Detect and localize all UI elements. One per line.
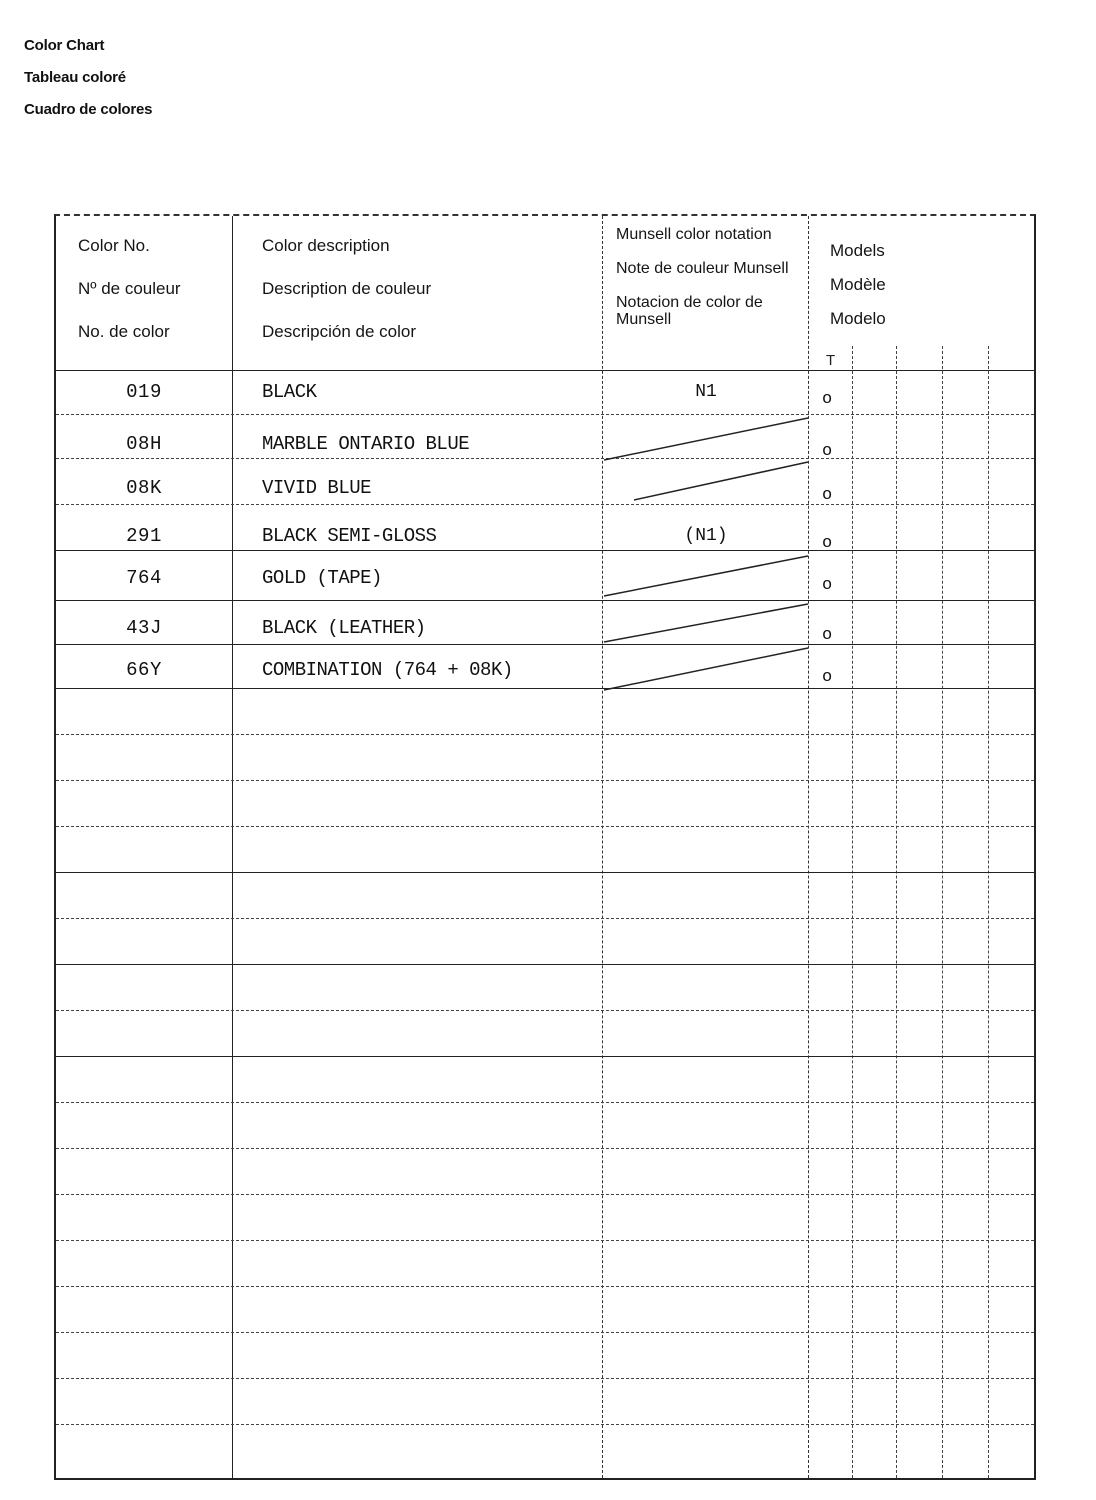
row-rule bbox=[56, 1378, 1034, 1379]
model-mark: o bbox=[822, 668, 833, 687]
row-rule bbox=[56, 1332, 1034, 1333]
model-mark: o bbox=[822, 442, 833, 461]
title-english: Color Chart bbox=[24, 37, 105, 54]
table-row bbox=[56, 422, 1034, 466]
model-mark: o bbox=[822, 576, 833, 595]
model-mark: o bbox=[822, 626, 833, 645]
row-rule bbox=[56, 1010, 1034, 1011]
header-munsell: Munsell color notation Note de couleur Munsell Notacion de color de Munsell bbox=[616, 226, 789, 328]
color-code: 43J bbox=[126, 617, 162, 639]
chart-titles bbox=[24, 30, 152, 126]
title-spanish: Cuadro de colores bbox=[24, 101, 153, 118]
color-description: COMBINATION (764 + 08K) bbox=[262, 659, 513, 681]
table-row bbox=[56, 556, 1034, 600]
color-code: 291 bbox=[126, 525, 162, 547]
row-rule bbox=[56, 1424, 1034, 1425]
color-code: 764 bbox=[126, 567, 162, 589]
row-rule bbox=[56, 964, 1034, 965]
row-rule bbox=[56, 1240, 1034, 1241]
row-rule bbox=[56, 1148, 1034, 1149]
row-rule bbox=[56, 734, 1034, 735]
color-code: 08H bbox=[126, 433, 162, 455]
table-row bbox=[56, 466, 1034, 510]
color-description: BLACK bbox=[262, 381, 317, 403]
model-column-label: T bbox=[826, 352, 836, 369]
color-code: 08K bbox=[126, 477, 162, 499]
model-mark: o bbox=[822, 390, 833, 409]
row-rule bbox=[56, 918, 1034, 919]
row-rule bbox=[56, 1286, 1034, 1287]
row-rule bbox=[56, 780, 1034, 781]
table-row bbox=[56, 514, 1034, 558]
row-rule bbox=[56, 1102, 1034, 1103]
model-mark: o bbox=[822, 534, 833, 553]
header-color-no: Color No. Nº de couleur No. de color bbox=[78, 236, 181, 341]
color-code: 019 bbox=[126, 381, 162, 403]
table-row bbox=[56, 648, 1034, 692]
color-description: MARBLE ONTARIO BLUE bbox=[262, 433, 470, 455]
model-mark: o bbox=[822, 486, 833, 505]
row-rule bbox=[56, 1194, 1034, 1195]
row-rule bbox=[56, 600, 1034, 601]
header-description: Color description Description de couleur Descripción de color bbox=[262, 236, 432, 341]
color-description: BLACK SEMI-GLOSS bbox=[262, 525, 437, 547]
color-description: VIVID BLUE bbox=[262, 477, 372, 499]
munsell-notation: N1 bbox=[695, 382, 717, 402]
table-row bbox=[56, 370, 1034, 414]
color-description: GOLD (TAPE) bbox=[262, 567, 382, 589]
color-chart-table bbox=[54, 214, 1036, 1480]
header-models: Models Modèle Modelo bbox=[830, 241, 886, 328]
color-description: BLACK (LEATHER) bbox=[262, 617, 426, 639]
row-rule bbox=[56, 414, 1034, 415]
row-rule bbox=[56, 872, 1034, 873]
row-rule bbox=[56, 826, 1034, 827]
title-french: Tableau coloré bbox=[24, 69, 126, 86]
munsell-notation: (N1) bbox=[684, 526, 728, 546]
table-row bbox=[56, 606, 1034, 650]
row-rule bbox=[56, 1056, 1034, 1057]
color-code: 66Y bbox=[126, 659, 162, 681]
